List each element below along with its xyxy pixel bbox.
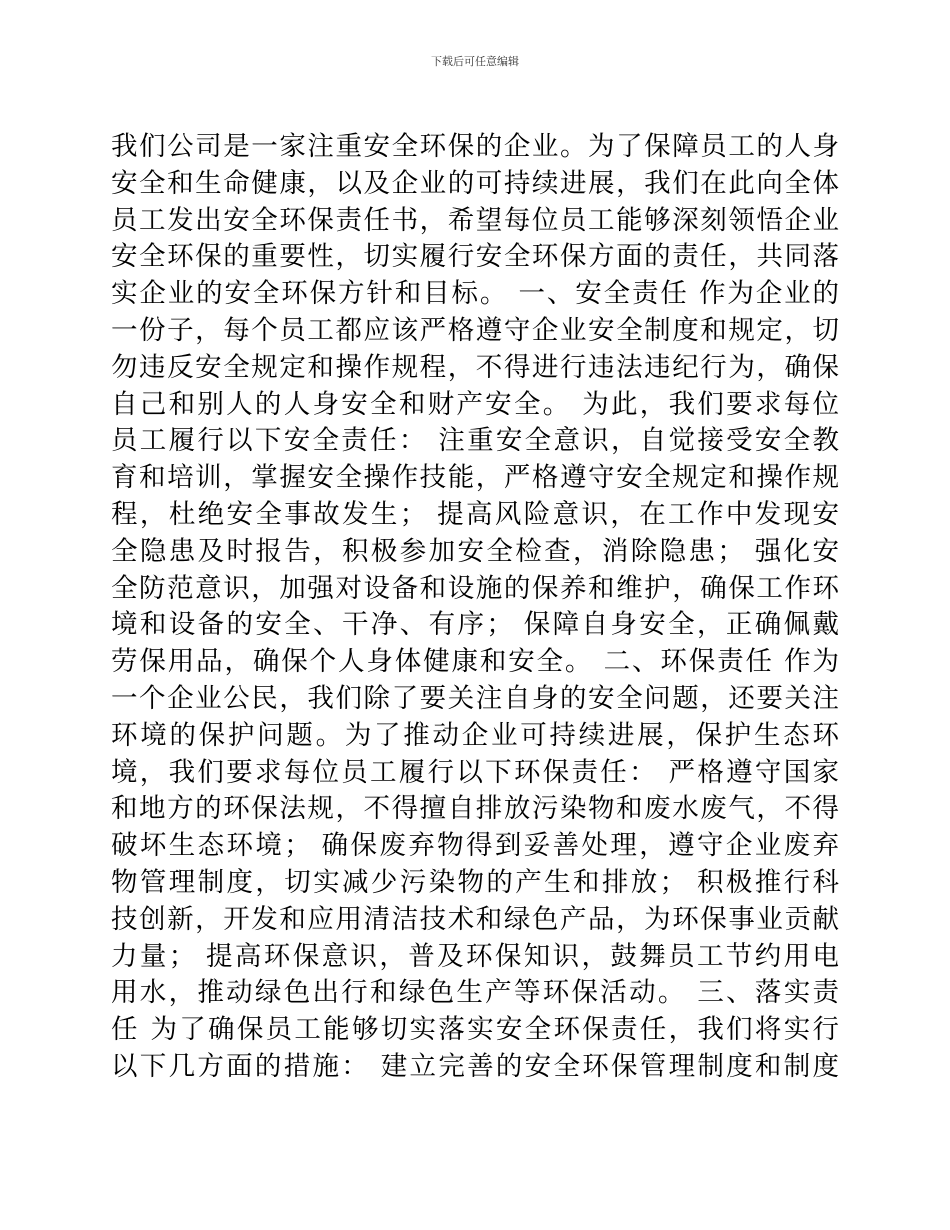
body-line: 力量； 提高环保意识，普及环保知识，鼓舞员工节约用电 — [111, 940, 839, 972]
document-body — [111, 129, 839, 1086]
body-line: 技创新，开发和应用清洁技术和绿色产品，为环保事业贡献 — [111, 903, 839, 935]
body-line: 境和设备的安全、干净、有序； 保障自身安全，正确佩戴 — [111, 609, 839, 641]
body-line: 劳保用品，确保个人身体健康和安全。 二、环保责任 作为 — [111, 646, 839, 678]
body-line: 一份子，每个员工都应该严格遵守企业安全制度和规定，切 — [111, 314, 839, 346]
body-line: 实企业的安全环保方针和目标。 一、安全责任 作为企业的 — [111, 278, 839, 310]
body-line: 全防范意识，加强对设备和设施的保养和维护，确保工作环 — [111, 572, 839, 604]
body-line: 员工履行以下安全责任： 注重安全意识，自觉接受安全教 — [111, 425, 839, 457]
body-line: 任 为了确保员工能够切实落实安全环保责任，我们将实行 — [111, 1014, 839, 1046]
body-line: 勿违反安全规定和操作规程，不得进行违法违纪行为，确保 — [111, 351, 839, 383]
body-line: 用水，推动绿色出行和绿色生产等环保活动。 三、落实责 — [111, 977, 839, 1009]
body-line: 安全和生命健康，以及企业的可持续进展，我们在此向全体 — [111, 167, 839, 199]
body-line: 安全环保的重要性，切实履行安全环保方面的责任，共同落 — [111, 241, 839, 273]
body-line: 全隐患及时报告，积极参加安全检查，消除隐患； 强化安 — [111, 535, 839, 567]
body-line: 以下几方面的措施： 建立完善的安全环保管理制度和制度 — [111, 1050, 839, 1082]
body-line: 物管理制度，切实减少污染物的产生和排放； 积极推行科 — [111, 866, 839, 898]
body-line: 境，我们要求每位员工履行以下环保责任： 严格遵守国家 — [111, 756, 839, 788]
body-line: 和地方的环保法规，不得擅自排放污染物和废水废气，不得 — [111, 793, 839, 825]
body-line: 我们公司是一家注重安全环保的企业。为了保障员工的人身 — [111, 131, 839, 162]
page-header-note: 下载后可任意编辑 — [431, 55, 519, 68]
body-line: 一个企业公民，我们除了要关注自身的安全问题，还要关注 — [111, 682, 839, 714]
body-line: 环境的保护问题。为了推动企业可持续进展，保护生态环 — [111, 719, 839, 751]
body-line: 自己和别人的人身安全和财产安全。 为此，我们要求每位 — [111, 388, 839, 420]
body-line: 破坏生态环境； 确保废弃物得到妥善处理，遵守企业废弃 — [111, 830, 839, 862]
body-line: 育和培训，掌握安全操作技能，严格遵守安全规定和操作规 — [111, 462, 839, 494]
body-line: 程，杜绝安全事故发生； 提高风险意识，在工作中发现安 — [111, 498, 839, 530]
body-line: 员工发出安全环保责任书，希望每位员工能够深刻领悟企业 — [111, 204, 839, 236]
